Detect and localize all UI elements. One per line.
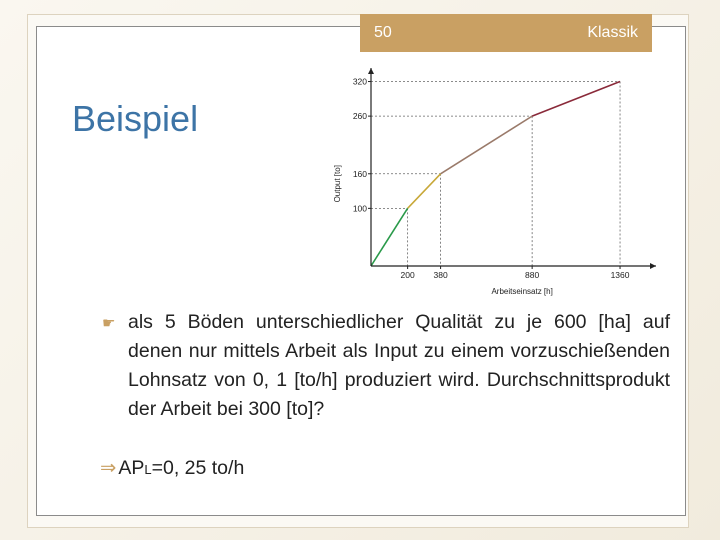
output-segment-1	[371, 208, 408, 266]
x-tick-label: 380	[433, 270, 448, 280]
bullet-text: als 5 Böden unterschiedlicher Qualität zu je 600 [ha] auf denen nur mittels Arbeit als Input zu einem vorzuschießenden Lohnsatz von 0, 1 [to/h] produziert wird. Durchschnittsprodukt der Arbeit bei 300 [to]?	[128, 311, 670, 420]
x-axis-label: Arbeitseinsatz [h]	[491, 287, 553, 296]
chart-axes	[368, 68, 656, 269]
x-tick-label: 1360	[610, 270, 630, 280]
chart-ticks	[353, 77, 630, 280]
header-tab	[360, 14, 652, 52]
output-segment-3	[441, 116, 533, 174]
x-tick-label: 200	[400, 270, 415, 280]
x-tick-label: 880	[525, 270, 540, 280]
y-tick-label: 260	[352, 111, 367, 122]
chart-guides	[371, 82, 620, 266]
slide-title: Beispiel	[72, 98, 199, 139]
y-axis-arrow-icon	[368, 68, 374, 74]
page-number: 50	[374, 24, 392, 41]
y-tick-label: 160	[352, 168, 367, 179]
y-tick-label: 320	[352, 76, 367, 87]
result-line	[100, 456, 244, 480]
output-chart	[328, 62, 668, 302]
y-tick-label: 100	[352, 203, 367, 214]
output-segment-4	[532, 82, 620, 117]
result-prefix: AP	[118, 457, 145, 479]
x-axis-arrow-icon	[650, 263, 656, 269]
output-segment-2	[408, 174, 441, 209]
hand-pointer-icon: ☛	[102, 315, 116, 332]
result-suffix: =0, 25 to/h	[151, 457, 245, 479]
y-axis-label: Output [to]	[333, 165, 342, 203]
result-subscript: L	[144, 462, 152, 477]
implies-arrow-icon: ⇒	[100, 457, 117, 479]
section-title: Klassik	[587, 24, 638, 41]
